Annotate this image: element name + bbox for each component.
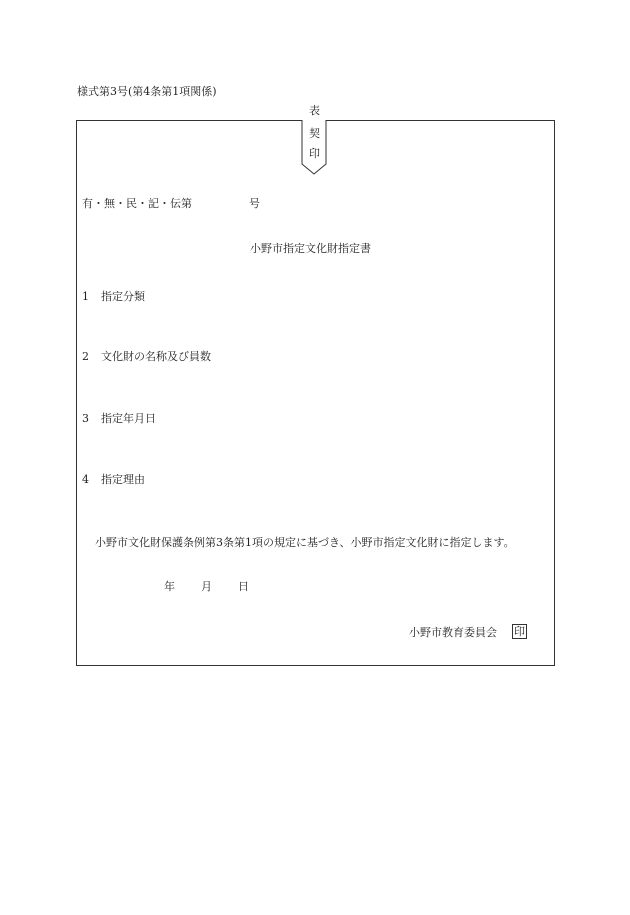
- issuer-name: 小野市教育委員会: [409, 626, 497, 639]
- registration-categories: 有・無・民・記・伝第: [82, 197, 192, 210]
- issuer-seal-box: 印: [514, 625, 525, 638]
- date-month-label: 月: [201, 580, 212, 593]
- date-day-label: 日: [238, 580, 249, 593]
- form-number-label: 様式第3号(第4条第1項関係): [77, 85, 217, 98]
- item-number-2: 2: [82, 350, 89, 363]
- item-label-designation-category: 指定分類: [101, 290, 145, 303]
- item-number-1: 1: [82, 290, 89, 303]
- date-year-label: 年: [164, 580, 175, 593]
- omote-label: 表: [309, 104, 320, 117]
- contract-seal-char-2: 印: [309, 147, 320, 160]
- item-label-property-name: 文化財の名称及び員数: [101, 350, 211, 363]
- item-number-4: 4: [82, 473, 89, 486]
- contract-seal-char-1: 契: [309, 127, 320, 140]
- document-title: 小野市指定文化財指定書: [250, 242, 371, 255]
- item-number-3: 3: [82, 412, 89, 425]
- item-label-designation-reason: 指定理由: [101, 473, 145, 486]
- registration-number-suffix: 号: [249, 197, 260, 210]
- designation-statement: 小野市文化財保護条例第3条第1項の規定に基づき、小野市指定文化財に指定します。: [95, 536, 515, 549]
- item-label-designation-date: 指定年月日: [101, 412, 156, 425]
